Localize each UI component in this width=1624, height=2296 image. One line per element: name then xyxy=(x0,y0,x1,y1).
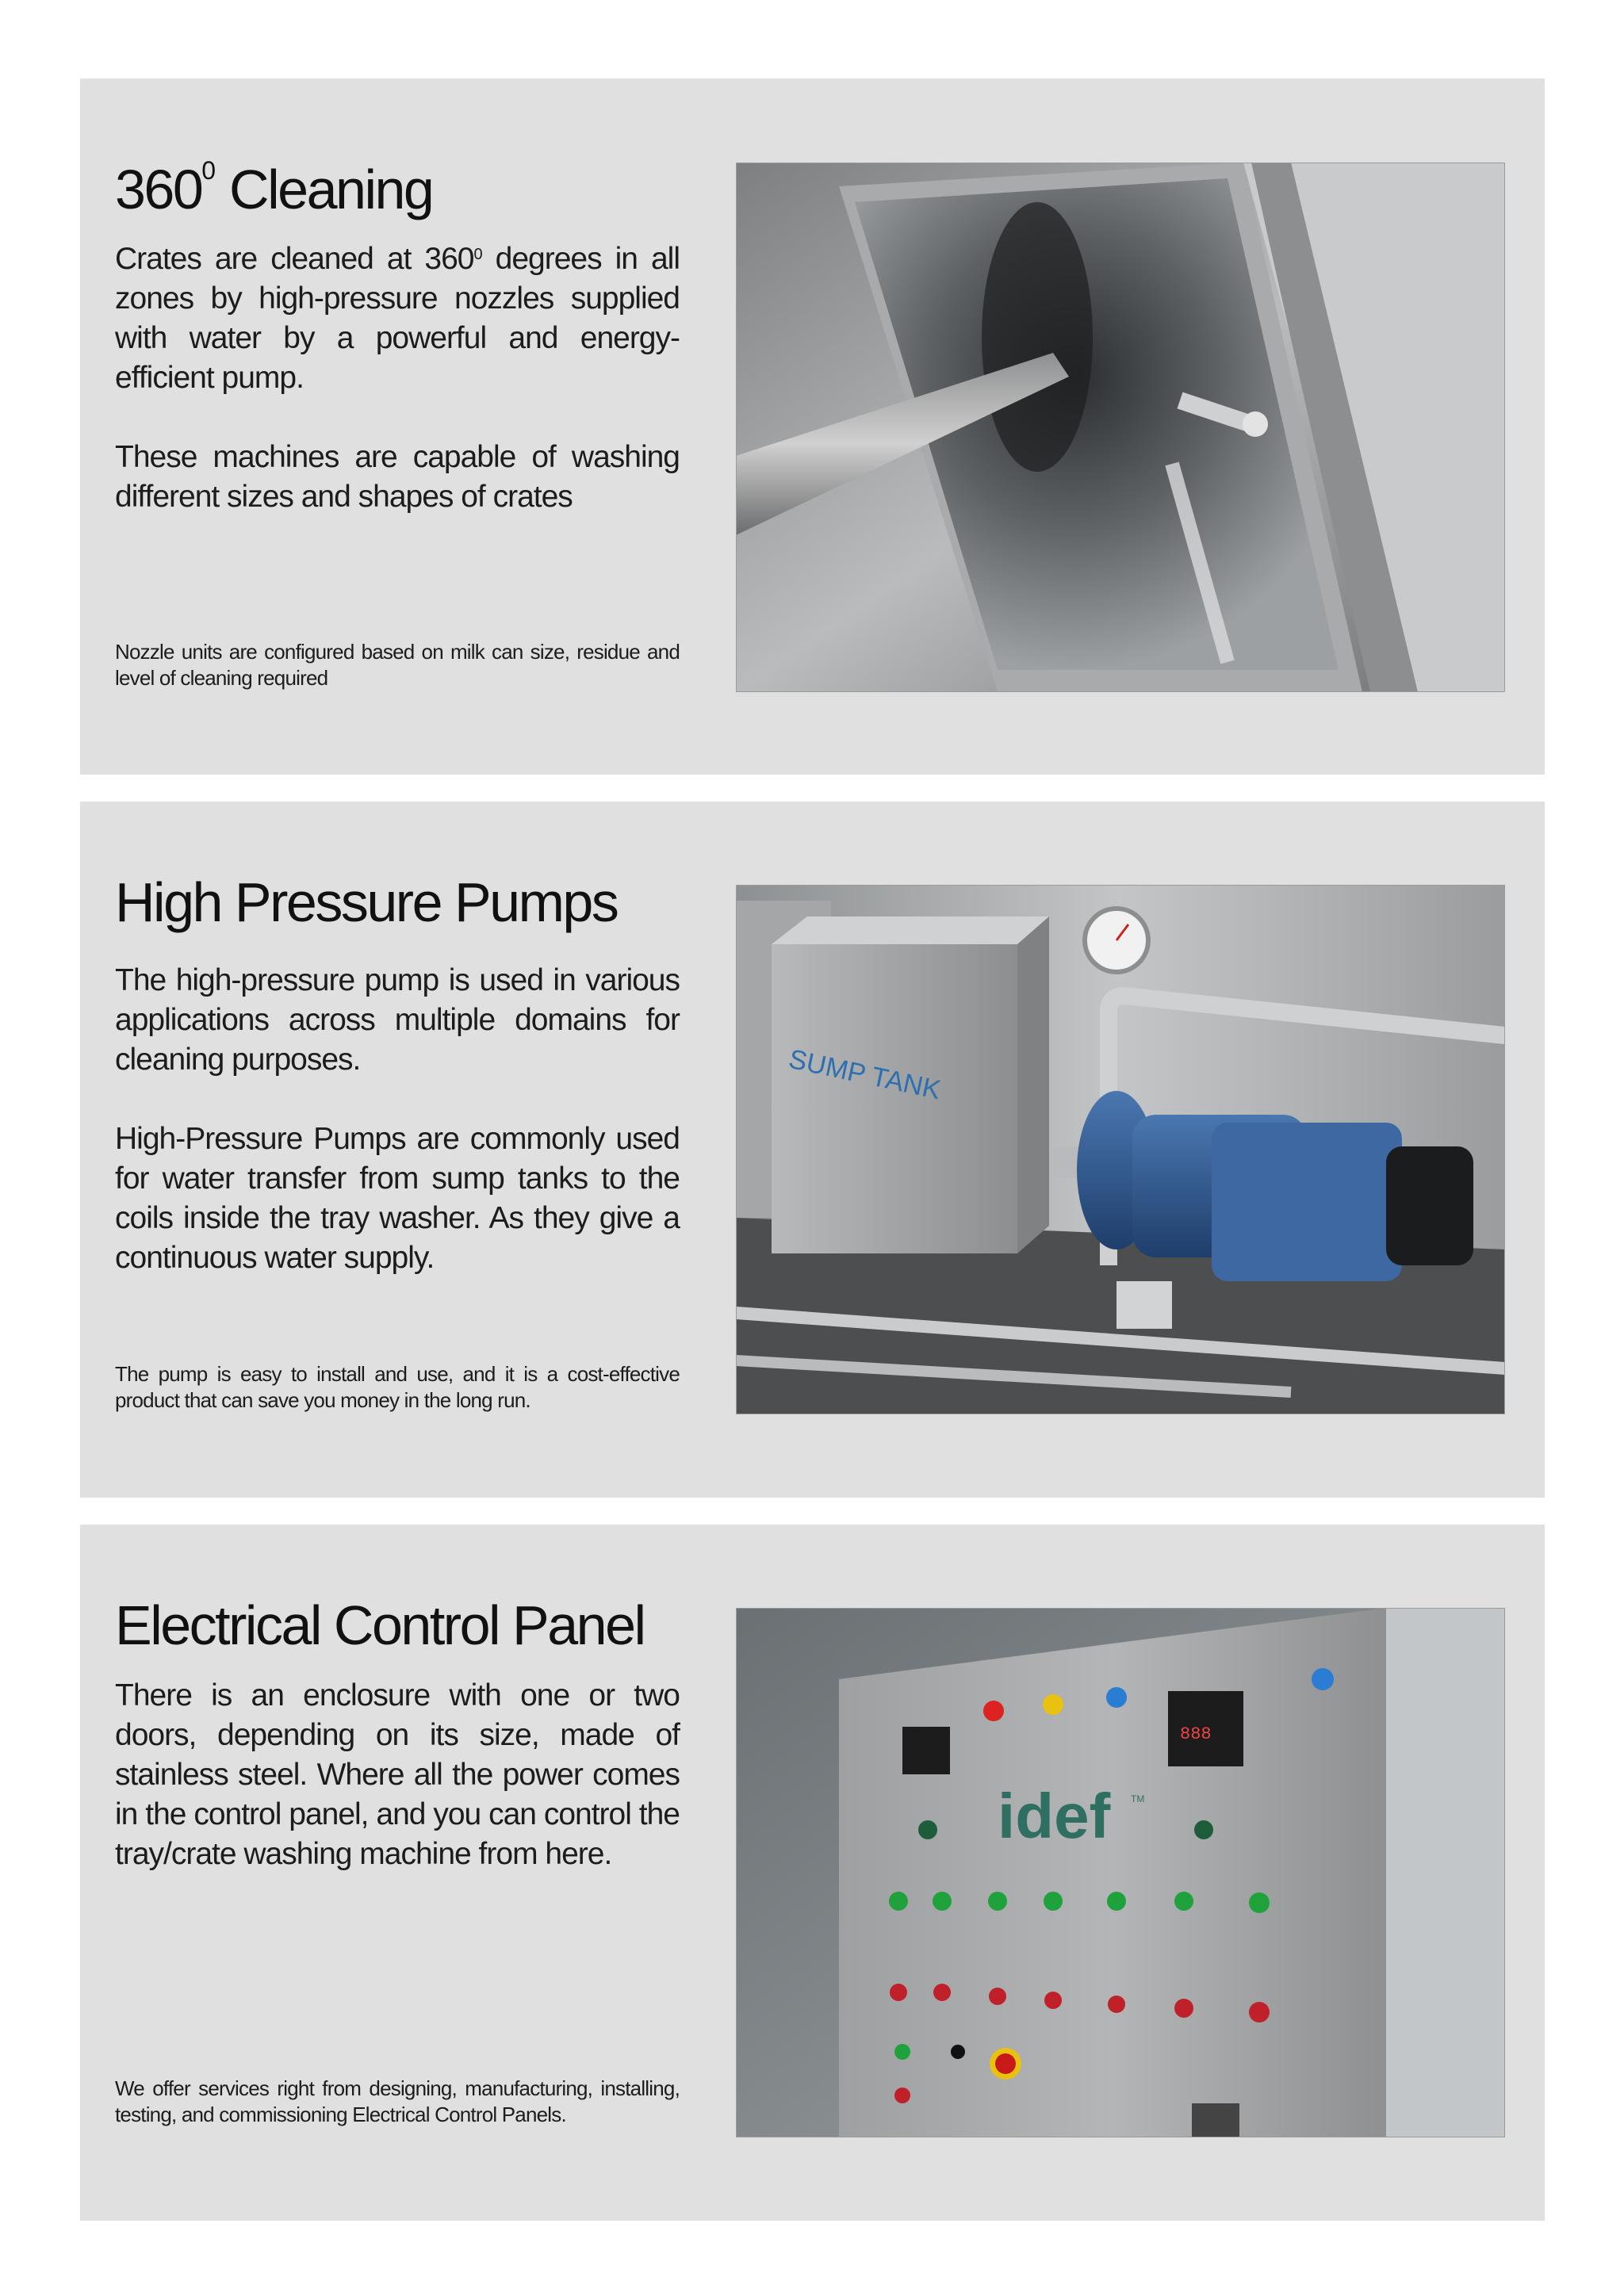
svg-text:888: 888 xyxy=(1180,1724,1212,1744)
section-electrical-control-panel xyxy=(80,1525,1545,2221)
section-title: Electrical Control Panel xyxy=(115,1594,645,1656)
cleaning-chamber-photo xyxy=(736,163,1505,692)
section-body xyxy=(115,961,680,1318)
paragraph: The high-pressure pump is used in various applications across multiple domains for cleaning purposes. xyxy=(115,963,680,1077)
paragraph: Crates are cleaned at $360^0$ degrees in all zones by high-pressure nozzles supplied with water by a powerful and energy-efficient pump. xyxy=(115,242,680,395)
section-body xyxy=(115,239,680,557)
control-panel-photo xyxy=(736,1608,1505,2137)
paragraph: High-Pressure Pumps are commonly used for water transfer from sump tanks to the coils inside the tray washer. As they give a continuous water supply. xyxy=(115,1122,680,1275)
svg-text:SUMP TANK: SUMP TANK xyxy=(786,1043,944,1106)
section-body xyxy=(115,1676,680,1914)
section-high-pressure-pumps xyxy=(80,802,1545,1498)
paragraph: There is an enclosure with one or two doors, depending on its size, made of stainless steel. Where all the power comes in the control panel, and you can control the tray/crate washing machine from here. xyxy=(115,1678,680,1871)
section-title: High Pressure Pumps xyxy=(115,871,618,933)
section-360-cleaning xyxy=(80,78,1545,775)
section-title: $360^0$ Cleaning xyxy=(115,156,433,220)
svg-text:TM: TM xyxy=(1131,1793,1145,1804)
section-note: Nozzle units are configured based on milk can size, residue and level of cleaning required xyxy=(115,640,680,690)
svg-text:idef: idef xyxy=(998,1781,1111,1851)
paragraph: These machines are capable of washing different sizes and shapes of crates xyxy=(115,440,680,514)
section-note: We offer services right from designing, manufacturing, installing, testing, and commissioning Electrical Control Panels. xyxy=(115,2076,680,2126)
section-note: The pump is easy to install and use, and it is a cost-effective product that can save you money in the long run. xyxy=(115,1362,680,1412)
pump-photo xyxy=(736,885,1505,1414)
